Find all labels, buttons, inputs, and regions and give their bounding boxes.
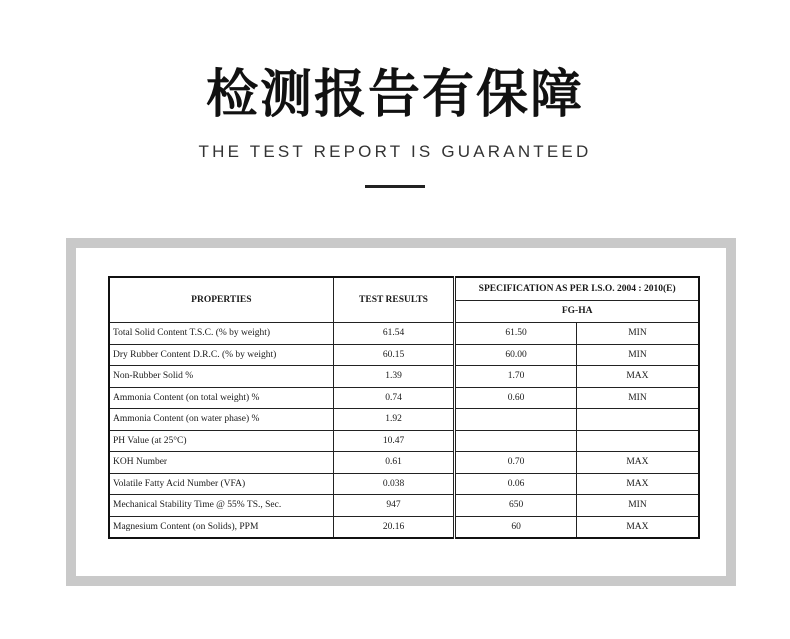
table-row bbox=[109, 516, 699, 538]
table-row bbox=[109, 366, 699, 388]
property-cell: Magnesium Content (on Solids), PPM bbox=[109, 516, 333, 538]
property-cell: Volatile Fatty Acid Number (VFA) bbox=[109, 473, 333, 495]
spec-limit-cell bbox=[576, 430, 699, 452]
header-properties: PROPERTIES bbox=[109, 277, 333, 323]
table-row bbox=[109, 344, 699, 366]
table-row bbox=[109, 473, 699, 495]
spec-limit-cell: MAX bbox=[576, 473, 699, 495]
property-cell: Total Solid Content T.S.C. (% by weight) bbox=[109, 323, 333, 345]
table-row bbox=[109, 495, 699, 517]
table-row bbox=[109, 323, 699, 345]
spec-limit-cell: MIN bbox=[576, 344, 699, 366]
spec-value-cell: 0.60 bbox=[455, 387, 577, 409]
title-divider bbox=[365, 185, 425, 188]
report-paper bbox=[76, 248, 726, 576]
spec-value-cell: 0.06 bbox=[455, 473, 577, 495]
report-frame bbox=[66, 238, 736, 586]
table-row bbox=[109, 387, 699, 409]
spec-value-cell: 60 bbox=[455, 516, 577, 538]
result-cell: 1.39 bbox=[333, 366, 455, 388]
result-cell: 20.16 bbox=[333, 516, 455, 538]
spec-limit-cell: MAX bbox=[576, 452, 699, 474]
result-cell: 61.54 bbox=[333, 323, 455, 345]
header-test-results: TEST RESULTS bbox=[333, 277, 455, 323]
page-subtitle: THE TEST REPORT IS GUARANTEED bbox=[198, 142, 592, 161]
spec-limit-cell bbox=[576, 409, 699, 431]
result-cell: 60.15 bbox=[333, 344, 455, 366]
property-cell: KOH Number bbox=[109, 452, 333, 474]
table-row bbox=[109, 430, 699, 452]
property-cell: Ammonia Content (on water phase) % bbox=[109, 409, 333, 431]
report-body bbox=[109, 323, 699, 539]
property-cell: PH Value (at 25°C) bbox=[109, 430, 333, 452]
spec-limit-cell: MAX bbox=[576, 366, 699, 388]
header-grade: FG-HA bbox=[455, 300, 699, 323]
result-cell: 947 bbox=[333, 495, 455, 517]
property-cell: Ammonia Content (on total weight) % bbox=[109, 387, 333, 409]
result-cell: 0.74 bbox=[333, 387, 455, 409]
spec-limit-cell: MIN bbox=[576, 387, 699, 409]
spec-value-cell bbox=[455, 430, 577, 452]
spec-value-cell: 61.50 bbox=[455, 323, 577, 345]
result-cell: 1.92 bbox=[333, 409, 455, 431]
page-title: 检测报告有保障 bbox=[205, 65, 584, 125]
spec-value-cell bbox=[455, 409, 577, 431]
property-cell: Mechanical Stability Time @ 55% TS., Sec. bbox=[109, 495, 333, 517]
spec-value-cell: 0.70 bbox=[455, 452, 577, 474]
spec-value-cell: 1.70 bbox=[455, 366, 577, 388]
table-row bbox=[109, 452, 699, 474]
spec-limit-cell: MIN bbox=[576, 495, 699, 517]
spec-limit-cell: MAX bbox=[576, 516, 699, 538]
spec-limit-cell: MIN bbox=[576, 323, 699, 345]
header-specification: SPECIFICATION AS PER I.S.O. 2004 : 2010(E) bbox=[455, 277, 699, 300]
result-cell: 0.61 bbox=[333, 452, 455, 474]
property-cell: Dry Rubber Content D.R.C. (% by weight) bbox=[109, 344, 333, 366]
spec-value-cell: 60.00 bbox=[455, 344, 577, 366]
result-cell: 0.038 bbox=[333, 473, 455, 495]
test-report-table bbox=[108, 276, 700, 539]
result-cell: 10.47 bbox=[333, 430, 455, 452]
table-row bbox=[109, 409, 699, 431]
property-cell: Non-Rubber Solid % bbox=[109, 366, 333, 388]
spec-value-cell: 650 bbox=[455, 495, 577, 517]
